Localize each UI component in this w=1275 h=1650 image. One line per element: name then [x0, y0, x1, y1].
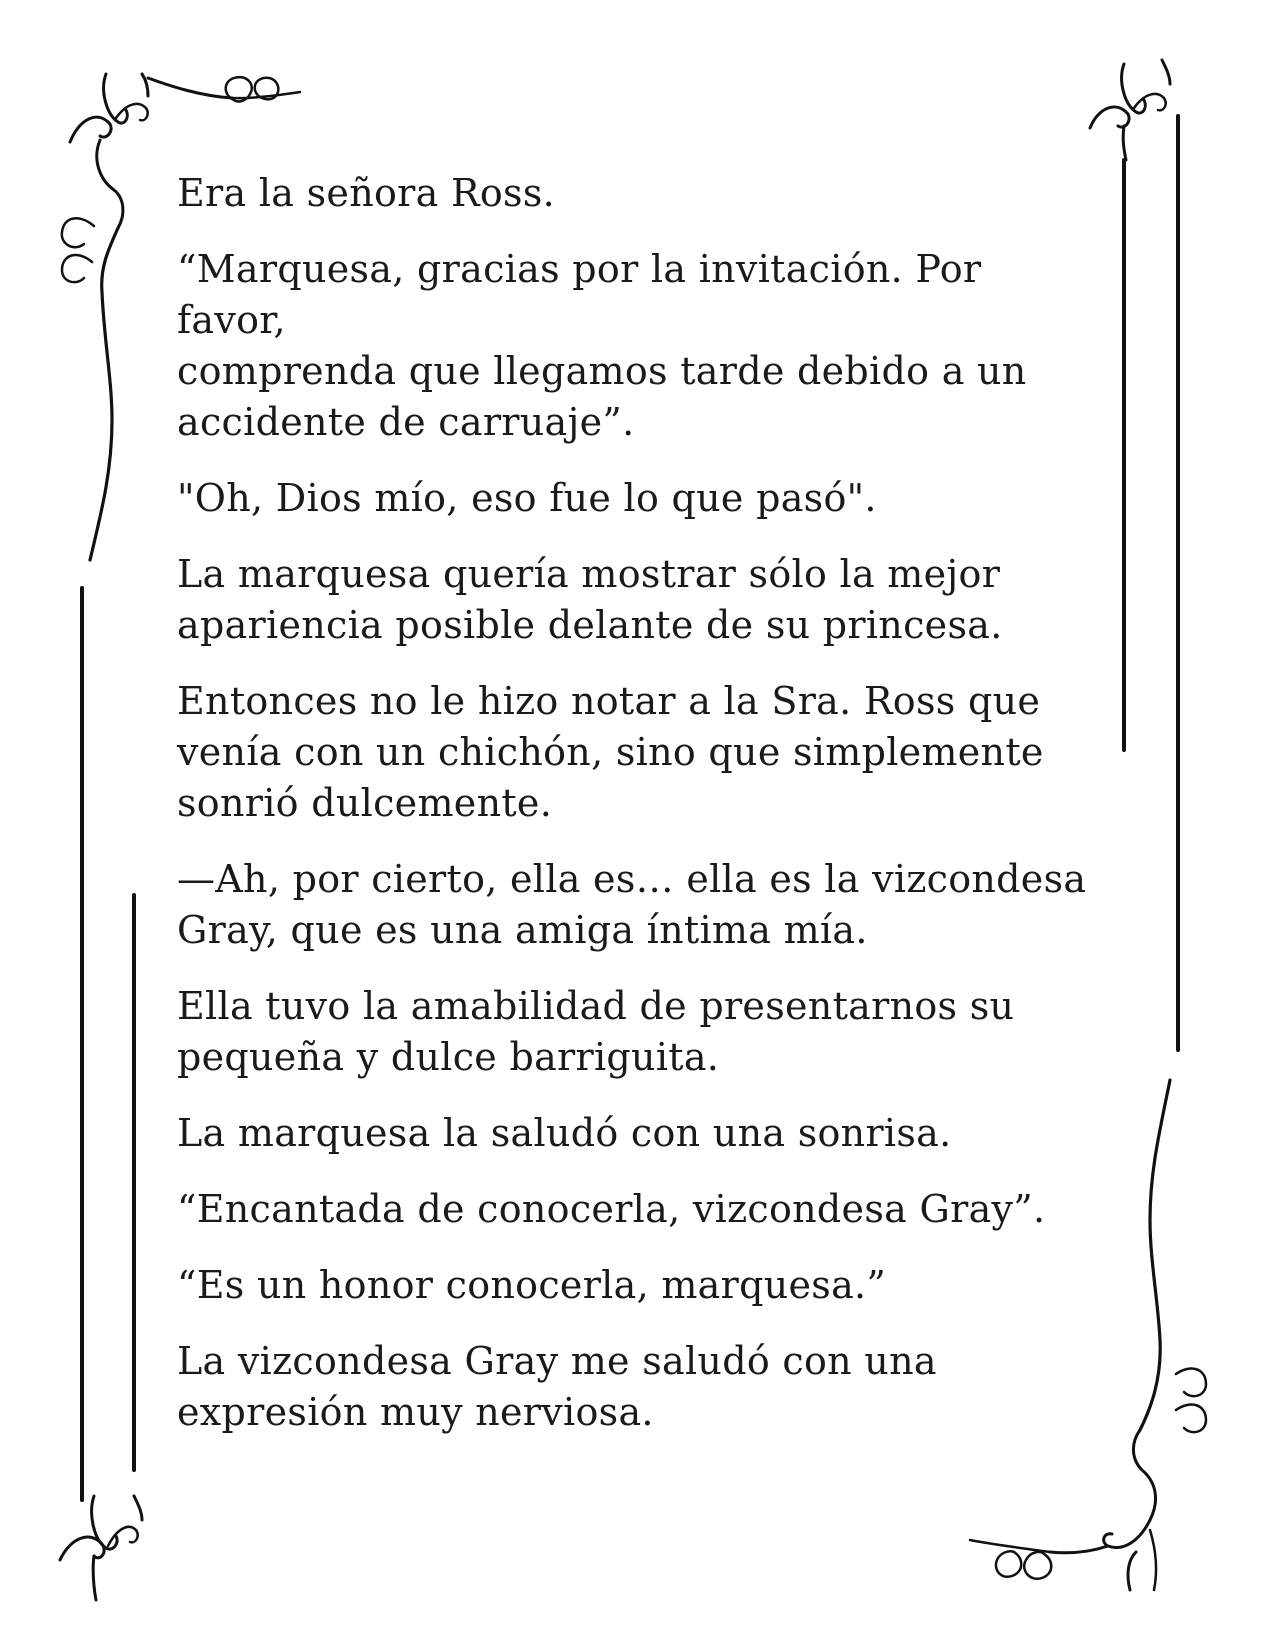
paragraph-7: Ella tuvo la amabilidad de presentarnos su pequeña y dulce barriguita.: [177, 984, 1015, 1079]
paragraph-4: La marquesa quería mostrar sólo la mejor apariencia posible delante de su princesa.: [177, 552, 1003, 647]
paragraph-5: Entonces no le hizo notar a la Sra. Ross que venía con un chichón, sino que simplemente sonrió dulcemente.: [177, 679, 1044, 825]
paragraph-10: “Es un honor conocerla, marquesa.”: [177, 1263, 887, 1307]
paragraph-1: Era la señora Ross.: [177, 171, 556, 215]
flourish-bottom-left: [60, 1496, 142, 1600]
paragraph-3: "Oh, Dios mío, eso fue lo que pasó".: [177, 476, 877, 520]
flourish-top-right: [1090, 60, 1170, 160]
paragraph-2: “Marquesa, gracias por la invitación. Por favor, comprenda que llegamos tarde debido a un accidente de carruaje”.: [177, 247, 1027, 444]
paragraph-9: “Encantada de conocerla, vizcondesa Gray”.: [177, 1187, 1046, 1231]
paragraph-8: La marquesa la saludó con una sonrisa.: [177, 1111, 952, 1155]
paragraph-6: —Ah, por cierto, ella es… ella es la vizcondesa Gray, que es una amiga íntima mía.: [177, 857, 1087, 952]
story-text: [177, 168, 1097, 1463]
paragraph-11: La vizcondesa Gray me saludó con una expresión muy nerviosa.: [177, 1339, 937, 1434]
